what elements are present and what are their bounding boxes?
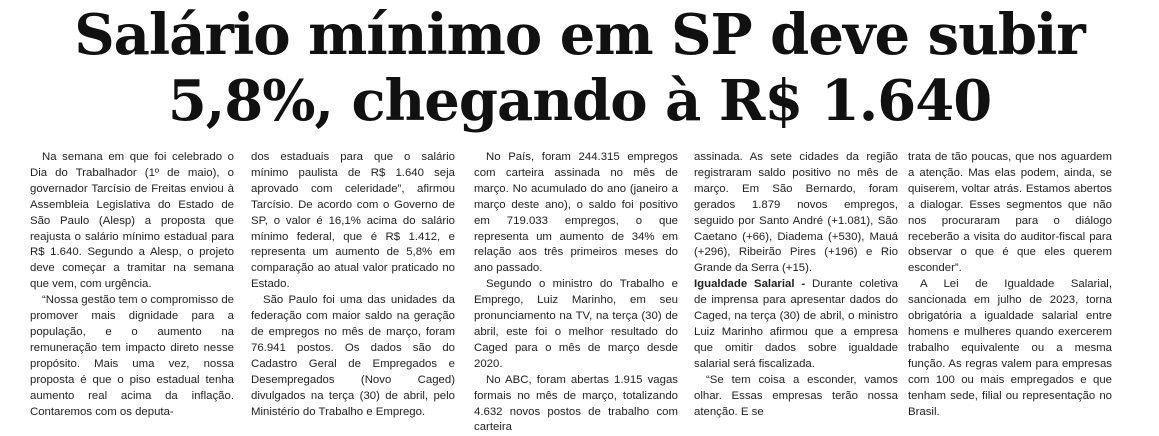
- paragraph: “Nossa gestão tem o compromisso de promover mais dignidade para a população, e o aumento na remuneração tem impacto direto nesse propósito. Mais uma vez, nossa proposta é que o piso estadual tenha aumento real acima da inflação. Contaremos com os deputa-: [30, 294, 234, 418]
- article-column-2: [251, 150, 455, 420]
- paragraph: Na semana em que foi celebrado o Dia do Trabalhador (1º de maio), o governador Tarcísio de Freitas enviou à Assembleia Legislativa do Estado de São Paulo (Alesp) a proposta que reajusta o salário mínimo estadual para R$ 1.640. Segundo a Alesp, o projeto deve começar a tramitar na semana que vem, com urgência.: [30, 151, 234, 291]
- paragraph: “Se tem coisa a esconder, vamos olhar. Essas empresas terão nossa atenção. E se: [694, 373, 898, 418]
- article-body: [30, 150, 1140, 434]
- paragraph: A Lei de Igualdade Salarial, sancionada em julho de 2023, torna obrigatória a igualdade salarial entre homens e mulheres quando exercerem trabalho equivalente ou a mesma função. As regras valem para empresas com 100 ou mais empregados e que tenham sede, filial ou representação no Brasil.: [908, 278, 1112, 418]
- paragraph: No País, foram 244.315 empregos com carteira assinada no mês de março. No acumulado do ano (janeiro a março deste ano), o saldo foi positivo em 719.033 empregos, o que representa um aumento de 34% em relação aos três primeiros meses do ano passado.: [474, 151, 678, 275]
- subhead-igualdade-salarial: Igualdade Salarial -: [694, 278, 806, 291]
- paragraph-text: Durante coletiva de imprensa para apresentar dados do Caged, na terça (30) de abril, o ministro Luiz Marinho afirmou que a empresa que omitir dados sobre igualdade salarial será fiscalizada.: [694, 278, 898, 370]
- article-column-3: [474, 150, 678, 436]
- article-column-4: [694, 150, 898, 420]
- paragraph: Segundo o ministro do Trabalho e Emprego, Luiz Marinho, em seu pronunciamento na TV, na terça (30) de abril, este foi o melhor resultado do Caged para o mês de março desde 2020.: [474, 278, 678, 370]
- paragraph: São Paulo foi uma das unidades da federação com maior saldo na geração de empregos no mês de março, foram 76.941 postos. Os dados são do Cadastro Geral de Empregados e Desempregados (Novo Caged) divulgados na terça (30) de abril, pelo Ministério do Trabalho e Emprego.: [251, 294, 455, 418]
- paragraph-with-subhead: [694, 277, 898, 372]
- paragraph: trata de tão poucas, que nos aguardem a atenção. Mas elas podem, ainda, se quiserem, voltar atrás. Estamos abertos a dialogar. Esses segmentos que não nos procuraram para o diálogo receberão a visita do auditor-fiscal para observar o que é que eles querem esconder”.: [908, 151, 1112, 275]
- article-column-5: [908, 150, 1112, 420]
- paragraph: dos estaduais para que o salário mínimo paulista de R$ 1.640 seja aprovado com celeridade”, afirmou Tarcísio. De acordo com o Governo de SP, o valor é 16,1% acima do salário mínimo federal, que é R$ 1.412, e representa um aumento de 5,8% em comparação ao atual valor praticado no Estado.: [251, 151, 455, 291]
- headline-line-2: 5,8%, chegando à R$ 1.640: [167, 68, 992, 134]
- article-column-1: [30, 150, 234, 420]
- headline-line-1: Salário mínimo em SP deve subir: [74, 2, 1085, 68]
- paragraph: assinada. As sete cidades da região registraram saldo positivo no mês de março. Em São Bernardo, foram gerados 1.879 novos empregos, seguido por Santo André (+1.081), São Caetano (+66), Diadema (+530), Mauá (+296), Ribeirão Pires (+196) e Rio Grande da Serra (+15).: [694, 151, 898, 275]
- paragraph: No ABC, foram abertas 1.915 vagas formais no mês de março, totalizando 4.632 novos postos de trabalho com carteira: [474, 373, 678, 434]
